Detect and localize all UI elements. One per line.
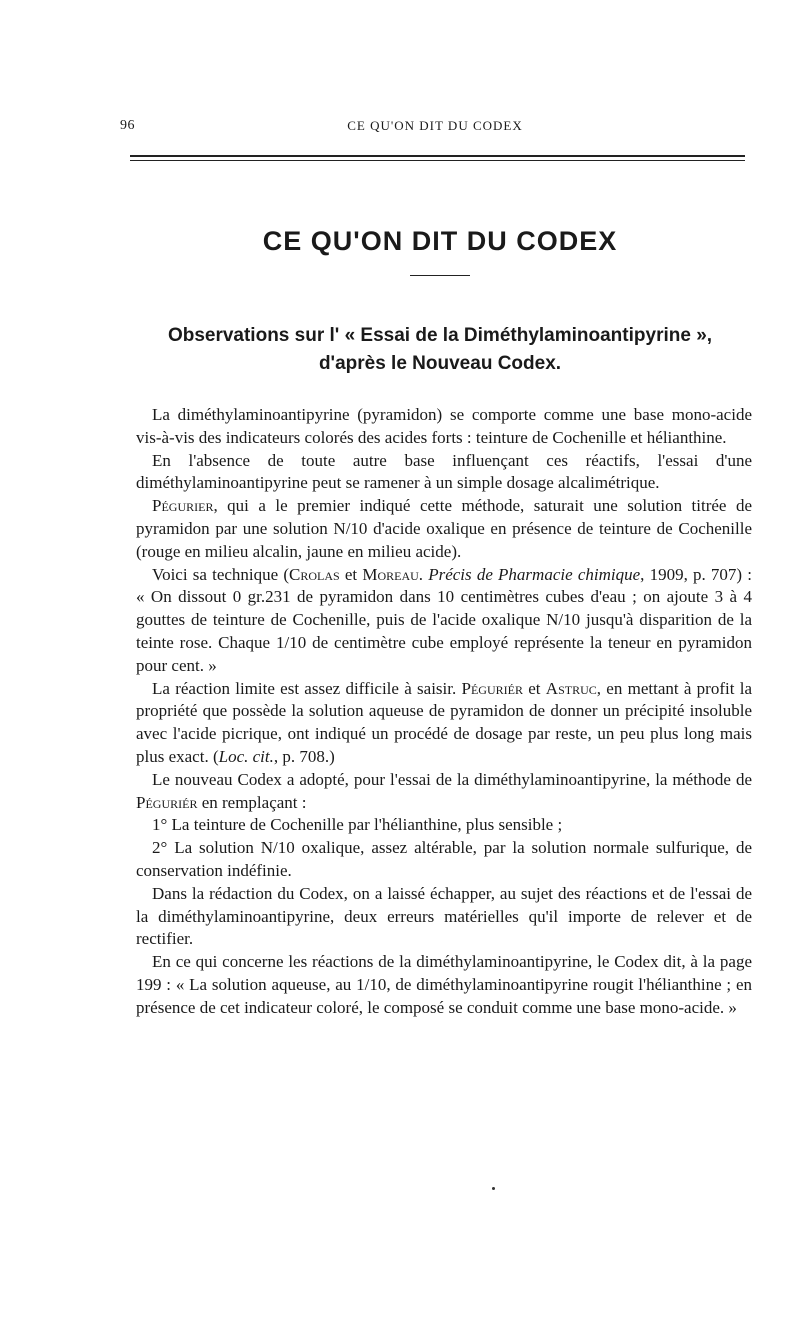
page-number: 96 (120, 118, 135, 133)
paragraph-text: en remplaçant : (197, 792, 307, 812)
paragraph-text: . (418, 564, 429, 584)
article-subtitle (120, 322, 760, 378)
header-rule-thin (130, 160, 745, 161)
author-name: Péguriér (136, 792, 198, 812)
paragraph-text: Voici sa technique ( (152, 564, 290, 584)
paragraph-text: et (339, 564, 363, 584)
paragraph-text: et (522, 678, 546, 698)
page-mark (492, 1187, 495, 1190)
paragraph-8: 2° La solution N/10 oxalique, assez altérable, par la solution normale sulfurique, de conservation indéfinie. (136, 838, 752, 880)
paragraph-text: , qui a le premier indiqué cette méthode, saturait une solution titrée de pyramidon par une solution N/10 d'acide oxalique en présence de teinture de Cochenille (rouge en milieu alcalin, jaune en milieu acide). (136, 496, 752, 561)
paragraph-5 (136, 678, 752, 769)
paragraph-2: En l'absence de toute autre base influençant ces réactifs, l'essai d'une diméthylaminoantipyrine peut se ramener à un simple dosage alcalimétrique. (136, 450, 752, 493)
paragraph-text: Le nouveau Codex a adopté, pour l'essai de la diméthylaminoantipyrine, la méthode de (152, 769, 752, 789)
paragraph-1: La diméthylaminoantipyrine (pyramidon) se comporte comme une base mono-acide vis-à-vis des indicateurs colorés des acides forts : teinture de Cochenille et hélianthine. (136, 405, 752, 447)
author-name: Pégurier (152, 496, 214, 516)
article-body (136, 404, 752, 1020)
paragraph-text: La réaction limite est assez difficile à saisir. (152, 678, 462, 698)
paragraph-text: , 1909, p. 707) : « On dissout 0 gr.231 de pyramidon dans 10 centimètres cubes d'eau ; on ajoute 3 à 4 gouttes de teinture de Cochenille, puis de l'acide oxalique N/10 jusqu'à disparition de la teinte rose. Chaque 1/10 de centimètre cube employé représente la teneur en pyramidon pour cent. » (136, 564, 752, 675)
book-title: Précis de Pharmacie chimique (428, 564, 641, 584)
article-title: CE QU'ON DIT DU CODEX (262, 226, 618, 256)
paragraph-3 (136, 495, 752, 563)
paragraph-6 (136, 769, 752, 815)
paragraph-text: , en mettant à profit la propriété que possède la solution aqueuse de pyramidon de donner un précipité insoluble avec l'acide picrique, ont indiqué un procédé de dosage par reste, un peu plus long mais plus exact. ( (136, 678, 752, 766)
paragraph-7: 1° La teinture de Cochenille par l'hélianthine, plus sensible ; (152, 815, 563, 835)
author-name: Astruc (545, 678, 597, 698)
subtitle-line-1: Observations sur l' « Essai de la Diméthylaminoantipyrine », (167, 325, 713, 346)
paragraph-text: , p. 708.) (273, 746, 335, 766)
subtitle-line-2: d'après le Nouveau Codex. (318, 353, 562, 374)
author-name: Péguriér (461, 678, 523, 698)
author-name: Moreau (362, 564, 419, 584)
citation: Loc. cit. (218, 746, 274, 766)
paragraph-4 (136, 564, 752, 678)
paragraph-9: Dans la rédaction du Codex, on a laissé échapper, au sujet des réactions et de l'essai de la diméthylaminoantipyrine, deux erreurs matérielles qu'il importe de relever et de rectifier. (136, 883, 752, 949)
paragraph-10: En ce qui concerne les réactions de la diméthylaminoantipyrine, le Codex dit, à la page 199 : « La solution aqueuse, au 1/10, de diméthylaminoantipyrine rougit l'hélianthine ; en présence de cet indicateur coloré, le composé se conduit comme une base mono-acide. » (136, 952, 752, 1017)
title-divider (410, 275, 470, 276)
running-title: CE QU'ON DIT DU CODEX (347, 118, 523, 133)
author-name: Crolas (289, 564, 340, 584)
running-head (120, 118, 750, 138)
header-rule-thick (130, 155, 745, 157)
